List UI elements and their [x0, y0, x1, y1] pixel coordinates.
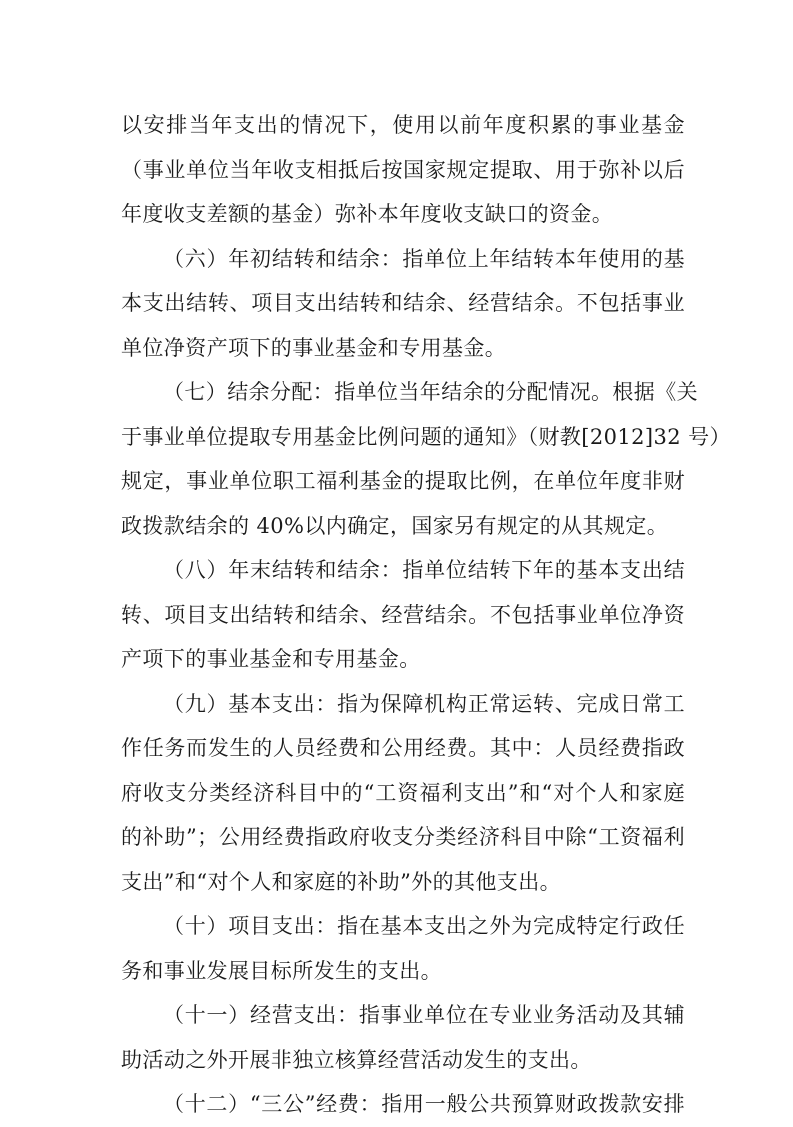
text-line: 转、项目支出结转和结余、经营结余。不包括事业单位净资 — [121, 602, 685, 627]
text-line: 务和事业发展目标所发生的支出。 — [121, 958, 442, 983]
text-line: 本支出结转、项目支出结转和结余、经营结余。不包括事业 — [121, 291, 685, 315]
text-line: 作任务而发生的人员经费和公用经费。其中：人员经费指政 — [121, 736, 685, 760]
text-line: （十一）经营支出：指事业单位在专业业务活动及其辅 — [163, 1003, 685, 1027]
text-line: 以安排当年支出的情况下，使用以前年度积累的事业基金 — [121, 113, 685, 137]
text-line: （七）结余分配：指单位当年结余的分配情况。根据《关 — [163, 380, 698, 404]
text-line: （六）年初结转和结余：指单位上年结转本年使用的基 — [163, 246, 685, 271]
text-line: 助活动之外开展非独立核算经营活动发生的支出。 — [121, 1047, 592, 1072]
text-line: 政拨款结余的 40%以内确定，国家另有规定的从其规定。 — [121, 513, 669, 538]
text-line: 的补助”；公用经费指政府收支分类经济科目中除“工资福利 — [121, 825, 685, 849]
text-line: 单位净资产项下的事业基金和专用基金。 — [121, 335, 507, 360]
text-line: 产项下的事业基金和专用基金。 — [121, 647, 421, 671]
text-line: （十二）“三公”经费：指用一般公共预算财政拨款安排 — [163, 1092, 685, 1116]
document-body — [121, 103, 731, 1127]
text-line: （事业单位当年收支相抵后按国家规定提取、用于弥补以后 — [121, 157, 685, 182]
text-line: 年度收支差额的基金）弥补本年度收支缺口的资金。 — [121, 202, 614, 226]
text-line: （九）基本支出：指为保障机构正常运转、完成日常工 — [163, 691, 685, 716]
text-line: （十）项目支出：指在基本支出之外为完成特定行政任 — [163, 914, 685, 938]
text-line: 支出”和“对个人和家庭的补助”外的其他支出。 — [121, 869, 562, 894]
text-line: 规定，事业单位职工福利基金的提取比例，在单位年度非财 — [121, 469, 685, 493]
text-line: 于事业单位提取专用基金比例问题的通知》（财教[2012]32 号） — [121, 424, 731, 449]
text-line: 府收支分类经济科目中的“工资福利支出”和“对个人和家庭 — [121, 780, 685, 805]
text-line: （八）年末结转和结余：指单位结转下年的基本支出结 — [163, 558, 685, 582]
